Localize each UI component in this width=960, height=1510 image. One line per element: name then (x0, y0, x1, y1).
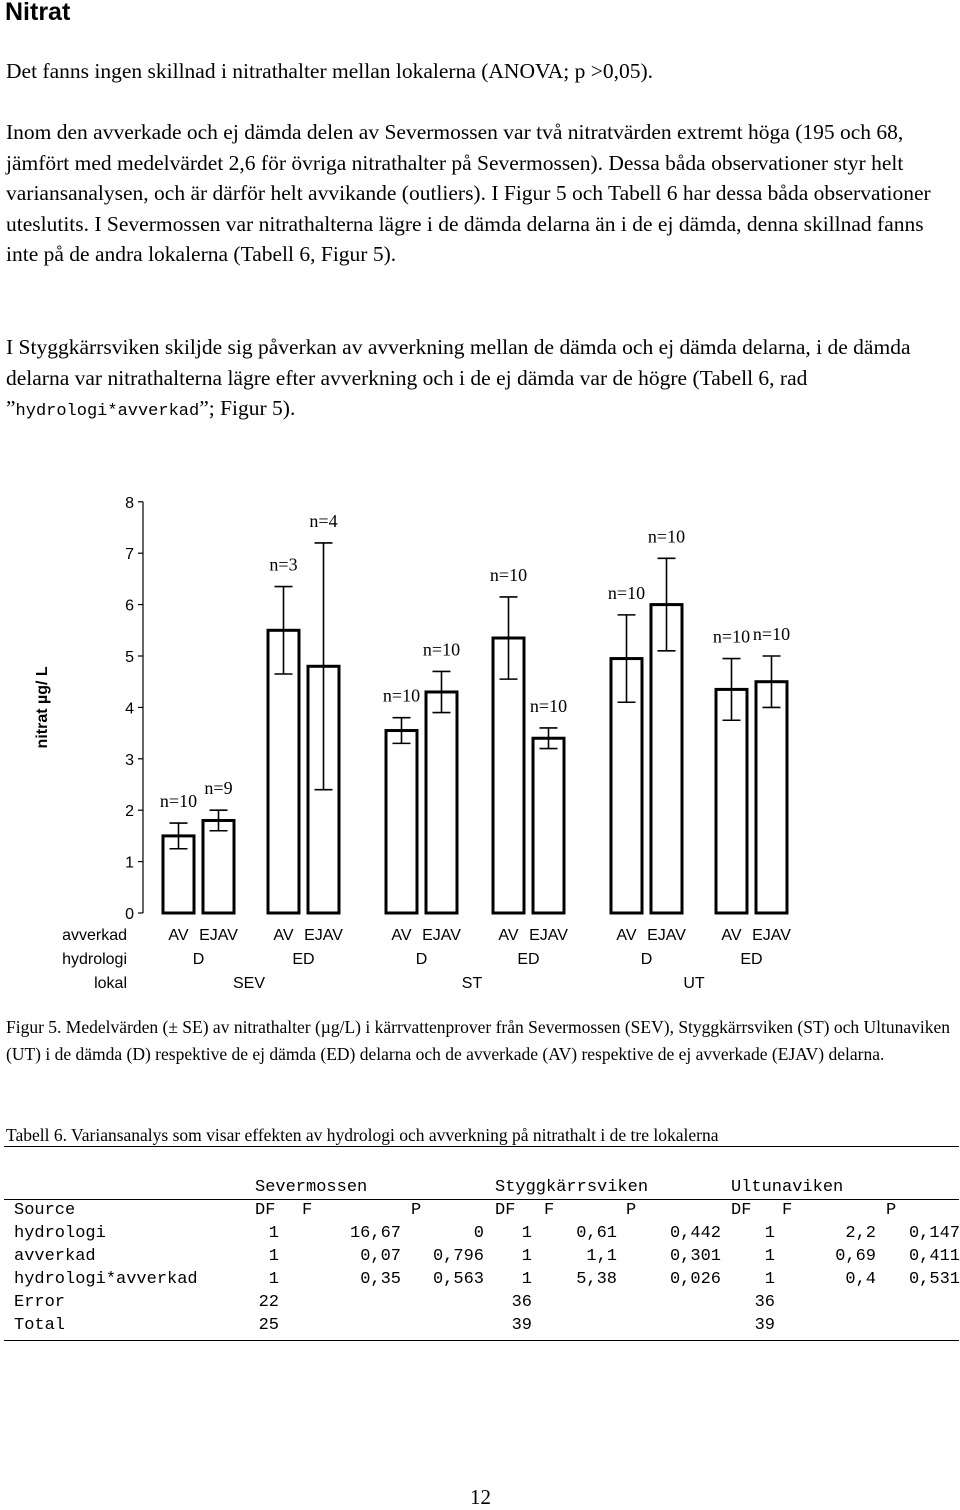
col-header-source: Source (14, 1201, 76, 1220)
table-cell: 1,1 (586, 1247, 617, 1266)
y-tick-label: 5 (125, 649, 134, 666)
table-cell: 0,61 (576, 1224, 617, 1243)
paragraph-2: Inom den avverkade och ej dämda delen av Severmossen var två nitratvärden extremt höga (195 och 68, jämfört med medelvärdet 2,6 för övriga nitrathalter på Severmossen). Dessa båda observationer styr helt variansanalysen, och är därför helt avvikande (outliers). I Figur 5 och Tabell 6 har dessa båda observationer uteslutits. I Severmossen var nitrathalterna lägre i de dämda delarna än i de ej dämda, denna skillnad fanns inte på de andra lokalerna (Tabell 6, Figur 5). (6, 120, 931, 266)
n-label: n=10 (159, 791, 198, 812)
col-header-f: F (544, 1201, 555, 1220)
table-cell: 0,531 (908, 1270, 960, 1289)
table-cell: 0,4 (845, 1270, 876, 1289)
n-label: n=10 (422, 639, 461, 660)
lokal-label: UT (683, 975, 705, 992)
table-cell: 1 (521, 1224, 532, 1243)
bar (716, 689, 747, 913)
table-cell: 1 (268, 1247, 279, 1266)
section-heading: Nitrat (5, 0, 71, 26)
col-header-f: F (302, 1201, 313, 1220)
col-header-p: P (886, 1201, 897, 1220)
nitrate-bar-chart (0, 470, 960, 1010)
y-tick-label: 7 (125, 546, 134, 564)
category-row-label-lokal: lokal (94, 975, 127, 992)
n-label: n=4 (309, 510, 338, 531)
table-cell: 1 (268, 1270, 279, 1289)
avverkad-label: EJAV (304, 927, 343, 944)
y-tick-label: 1 (125, 854, 134, 872)
table-row-source: Total (14, 1316, 66, 1335)
n-label: n=3 (269, 554, 298, 575)
site-header-severmossen: Severmossen (255, 1178, 368, 1197)
n-label: n=10 (529, 695, 568, 716)
y-tick-label: 8 (125, 494, 134, 512)
table-cell: 1 (764, 1247, 775, 1266)
y-tick-label: 0 (125, 906, 134, 923)
hydrologi-label: D (192, 951, 205, 968)
col-header-df: DF (731, 1201, 752, 1220)
site-header-ultunaviken: Ultunaviken (731, 1178, 844, 1197)
table-cell: 39 (754, 1316, 775, 1335)
y-tick-label: 2 (125, 803, 134, 821)
table-cell: 0,301 (669, 1247, 721, 1266)
bar (203, 820, 234, 913)
avverkad-label: AV (168, 927, 189, 944)
hydrologi-label: D (415, 951, 428, 968)
table-cell: 0 (473, 1224, 484, 1243)
table-row-source: hydrologi (14, 1224, 106, 1243)
paragraph-3-text-a: I Styggkärrsviken skiljde sig påverkan av avverkning mellan de dämda och ej dämda delarna, i de dämda delarna var nitrathalterna lägre efter avverkning och i de ej dämda var de högre (Tabell 6, rad ” (6, 335, 911, 420)
table-site-header-row (14, 1176, 960, 1199)
table-row-source: hydrologi*avverkad (14, 1270, 198, 1289)
table-cell: 22 (258, 1293, 279, 1312)
table-row (14, 1268, 960, 1291)
avverkad-label: AV (391, 927, 412, 944)
table-cell: 1 (764, 1270, 775, 1289)
table-cell: 0,796 (432, 1247, 484, 1266)
col-header-p: P (626, 1201, 637, 1220)
table-cell: 0,07 (360, 1247, 401, 1266)
y-tick-label: 3 (125, 751, 134, 769)
avverkad-label: AV (273, 927, 294, 944)
table-cell: 2,2 (845, 1224, 876, 1243)
table-cell: 0,147 (908, 1224, 960, 1243)
y-tick-label: 6 (125, 597, 134, 615)
n-label: n=10 (382, 685, 421, 706)
table-cell: 0,35 (360, 1270, 401, 1289)
n-label: n=10 (489, 564, 528, 585)
paragraph-3-text-b: ”; Figur 5). (199, 396, 296, 420)
table-cell: 0,411 (908, 1247, 960, 1266)
table-title: Tabell 6. Variansanalys som visar effekten av hydrologi och avverkning på nitrathalt i de tre lokalerna (6, 1125, 719, 1145)
table-top-rule (4, 1146, 959, 1147)
lokal-label: SEV (232, 975, 266, 992)
table-cell: 1 (268, 1224, 279, 1243)
n-label: n=9 (204, 778, 233, 799)
col-header-p: P (411, 1201, 422, 1220)
avverkad-label: AV (498, 927, 519, 944)
table-row (14, 1291, 960, 1314)
bar (426, 692, 457, 913)
category-row-label-hydrologi: hydrologi (62, 951, 127, 968)
table-row (14, 1245, 960, 1268)
table-body (14, 1222, 960, 1337)
table-cell: 0,442 (669, 1224, 721, 1243)
figure-caption: Figur 5. Medelvärden (± SE) av nitrathalter (µg/L) i kärrvattenprover från Severmossen (SEV), Styggkärrsviken (ST) och Ultunaviken (UT) i de dämda (D) respektive de ej dämda (ED) delarna och de avverkade (AV) respektive de ej avverkade (EJAV) delarna. (6, 1017, 951, 1064)
table-row (14, 1222, 960, 1245)
page-number: 12 (470, 1485, 491, 1509)
col-header-f: F (782, 1201, 793, 1220)
avverkad-label: EJAV (647, 927, 686, 944)
n-label: n=10 (712, 626, 751, 647)
avverkad-label: EJAV (752, 927, 791, 944)
table-cell: 0,026 (669, 1270, 721, 1289)
paragraph-3-code: hydrologi*avverkad (15, 402, 200, 421)
n-label: n=10 (607, 582, 646, 603)
bar (386, 731, 417, 913)
category-row-label-avverkad: avverkad (62, 927, 127, 944)
hydrologi-label: ED (740, 951, 763, 968)
col-header-df: DF (255, 1201, 276, 1220)
table-cell: 1 (764, 1224, 775, 1243)
table-cell: 0,563 (432, 1270, 484, 1289)
hydrologi-label: D (640, 951, 653, 968)
avverkad-label: EJAV (422, 927, 461, 944)
table-column-header-row (14, 1199, 960, 1222)
bar (533, 738, 564, 913)
table-cell: 1 (521, 1270, 532, 1289)
table-cell: 16,67 (349, 1224, 401, 1243)
col-header-df: DF (495, 1201, 516, 1220)
site-header-styggkarrsviken: Styggkärrsviken (495, 1178, 649, 1197)
avverkad-label: EJAV (199, 927, 238, 944)
hydrologi-label: ED (292, 951, 315, 968)
y-axis-label: nitrat µg/ L (34, 666, 51, 749)
table-cell: 0,69 (835, 1247, 876, 1266)
table-row-source: Error (14, 1293, 66, 1312)
avverkad-label: EJAV (529, 927, 568, 944)
anova-table (14, 1176, 960, 1337)
table-cell: 5,38 (576, 1270, 617, 1289)
avverkad-label: AV (616, 927, 637, 944)
n-label: n=10 (647, 526, 686, 547)
hydrologi-label: ED (517, 951, 540, 968)
table-cell: 25 (258, 1316, 279, 1335)
table-row-source: avverkad (14, 1247, 96, 1266)
table-bottom-rule (4, 1340, 959, 1341)
table-cell: 39 (511, 1316, 532, 1335)
avverkad-label: AV (721, 927, 742, 944)
table-cell: 36 (511, 1293, 532, 1312)
y-tick-label: 4 (125, 700, 134, 718)
table-cell: 36 (754, 1293, 775, 1312)
lokal-label: ST (461, 975, 483, 992)
n-label: n=10 (752, 624, 791, 644)
table-row (14, 1314, 960, 1337)
paragraph-1: Det fanns ingen skillnad i nitrathalter mellan lokalerna (ANOVA; p >0,05). (6, 59, 654, 83)
bar (756, 682, 787, 913)
table-cell: 1 (521, 1247, 532, 1266)
paragraph-3 (6, 332, 954, 428)
